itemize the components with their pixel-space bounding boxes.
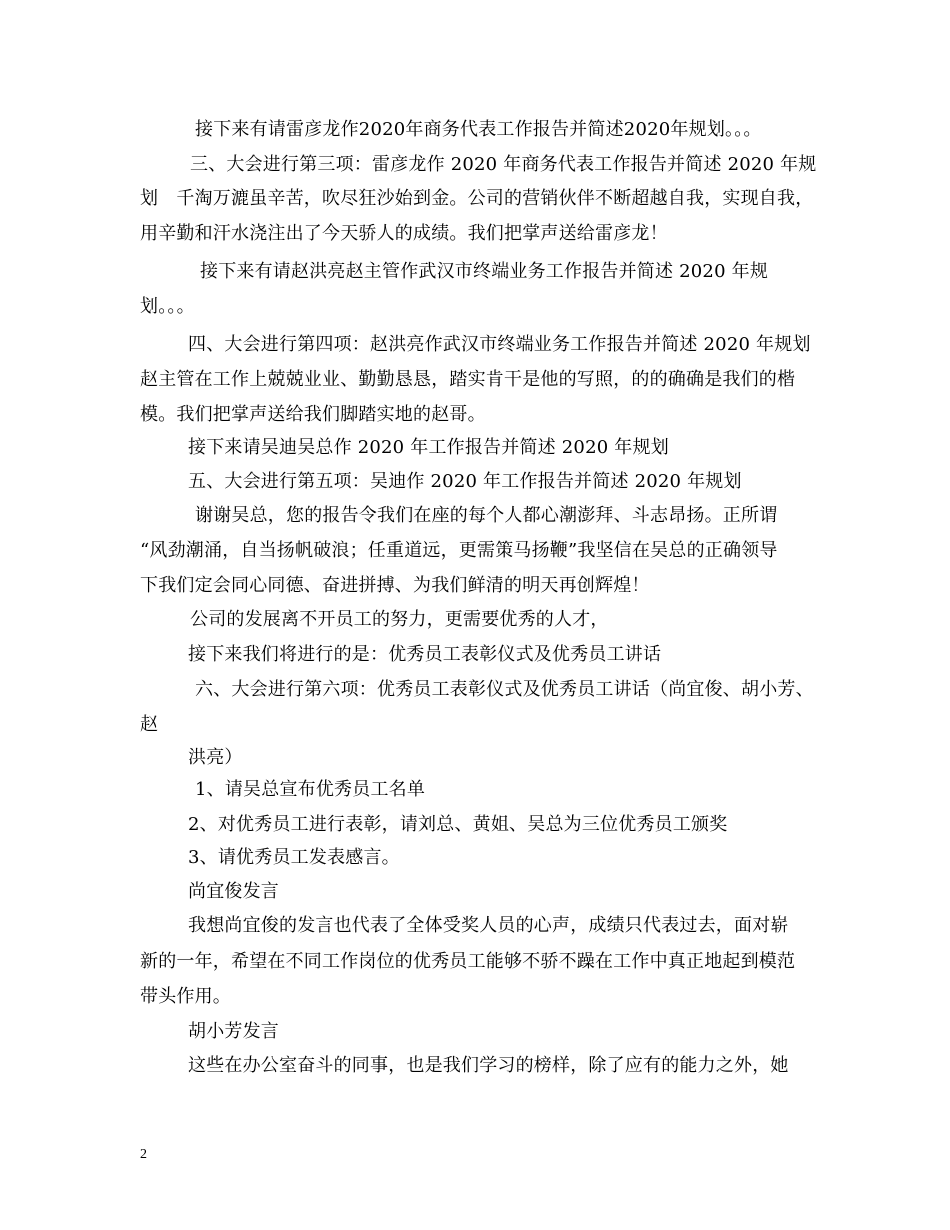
page-number: 2 bbox=[140, 1147, 147, 1162]
text-line: 接下来有请赵洪亮赵主管作武汉市终端业务工作报告并简述 2020 年规 bbox=[200, 261, 769, 282]
text-line: 胡小芳发言 bbox=[188, 1021, 279, 1042]
text-line: 六、大会进行第六项：优秀员工表彰仪式及优秀员工讲话（尚宜俊、胡小芳、 bbox=[195, 679, 814, 700]
text-line: 2、对优秀员工进行表彰，请刘总、黄姐、吴总为三位优秀员工颁奖 bbox=[188, 814, 728, 835]
text-line: 划。。。 bbox=[140, 296, 195, 317]
text-line: “风劲潮涌，自当扬帆破浪；任重道远，更需策马扬鞭”我坚信在吴总的正确领导 bbox=[140, 540, 778, 561]
text-line: 下我们定会同心同德、奋进拼搏、为我们鲜清的明天再创辉煌！ bbox=[140, 575, 650, 596]
text-line: 接下来请吴迪吴总作 2020 年工作报告并简述 2020 年规划 bbox=[188, 437, 669, 458]
text-line: 带头作用。 bbox=[140, 986, 231, 1007]
text-line: 赵 bbox=[140, 714, 159, 735]
text-line: 四、大会进行第四项：赵洪亮作武汉市终端业务工作报告并简述 2020 年规划 bbox=[188, 334, 811, 355]
text-line: 用辛勤和汗水浇注出了今天骄人的成绩。我们把掌声送给雷彦龙！ bbox=[140, 223, 668, 244]
text-line: 赵主管在工作上兢兢业业、勤勤恳恳，踏实肯干是他的写照，的的确确是我们的楷 bbox=[140, 369, 796, 390]
text-line: 划 千淘万漉虽辛苦，吹尽狂沙始到金。公司的营销伙伴不断超越自我，实现自我， bbox=[140, 188, 814, 209]
text-line: 我想尚宜俊的发言也代表了全体受奖人员的心声，成绩只代表过去，面对崭 bbox=[188, 915, 789, 936]
text-line: 五、大会进行第五项：吴迪作 2020 年工作报告并简述 2020 年规划 bbox=[188, 471, 742, 492]
text-line: 三、大会进行第三项：雷彦龙作 2020 年商务代表工作报告并简述 2020 年规 bbox=[190, 154, 817, 175]
text-line: 公司的发展离不开员工的努力，更需要优秀的人才， bbox=[190, 609, 609, 630]
text-line: 接下来我们将进行的是：优秀员工表彰仪式及优秀员工讲话 bbox=[188, 644, 662, 665]
text-line: 模。我们把掌声送给我们脚踏实地的赵哥。 bbox=[140, 404, 486, 425]
text-line: 3、请优秀员工发表感言。 bbox=[188, 847, 400, 868]
text-line: 洪亮） bbox=[188, 747, 243, 768]
text-line: 新的一年，希望在不同工作岗位的优秀员工能够不骄不躁在工作中真正地起到模范 bbox=[140, 951, 796, 972]
text-line: 1、请吴总宣布优秀员工名单 bbox=[195, 779, 426, 800]
text-line: 尚宜俊发言 bbox=[188, 881, 279, 902]
text-line: 接下来有请雷彦龙作2020年商务代表工作报告并简述2020年规划。。。 bbox=[195, 119, 762, 140]
text-line: 谢谢吴总，您的报告令我们在座的每个人都心潮澎拜、斗志昂扬。正所谓 bbox=[195, 505, 778, 526]
text-line: 这些在办公室奋斗的同事，也是我们学习的榜样，除了应有的能力之外，她 bbox=[188, 1055, 789, 1076]
